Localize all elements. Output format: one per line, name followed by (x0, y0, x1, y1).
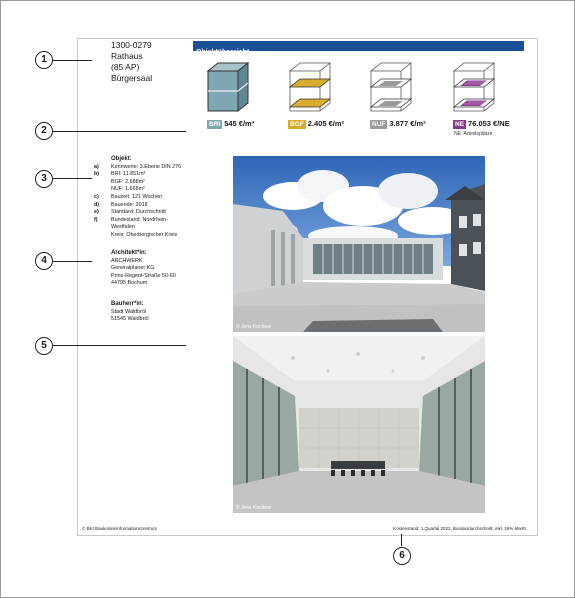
interior-photo-credit: © Jens Kirchner (236, 505, 272, 511)
row-value: BRI: 11.851m³ (111, 171, 146, 178)
exterior-photo-credit: © Jens Kirchner (236, 324, 272, 330)
object-room: Bürgersaal (111, 73, 153, 83)
row-key: d) (94, 201, 100, 208)
row-value: Bauende: 2018 (111, 201, 148, 208)
leader-1 (52, 60, 92, 61)
leader-3 (52, 178, 92, 179)
row-key: a) (94, 163, 99, 170)
callout-5: 5 (35, 337, 53, 355)
metric-nuf-value: 3.877 €/m² (389, 119, 426, 128)
metric-note: NE: Arbeitsplätze (454, 131, 493, 137)
row-value: Westfalen (111, 224, 135, 231)
row-value: Kennwerte: 3.Ebene DIN 276 (111, 163, 182, 170)
architekt-line: ARCHWERK (111, 257, 143, 264)
section-banner (193, 41, 524, 56)
exterior-photo (233, 156, 485, 332)
metric-ne (453, 119, 510, 129)
interior-photo (233, 336, 485, 513)
callout-6: 6 (393, 547, 411, 565)
row-value: BGF: 2.688m² (111, 178, 145, 185)
bauherr-heading: Bauherr*in: (111, 301, 144, 307)
metric-nuf-tag: NUF (372, 121, 386, 128)
bgf-floor-area-icon (288, 61, 332, 113)
leader-5 (52, 345, 186, 346)
banner-title: Objektübersicht (196, 49, 250, 56)
footer-cost-basis: Kostenstand: 1.Quartal 2022, Bundesdurchschnitt, inkl. 19% MwSt. (393, 526, 527, 531)
objekt-heading: Objekt: (111, 156, 132, 162)
row-key: f) (94, 216, 98, 223)
callout-2: 2 (35, 122, 53, 140)
object-code: 1300-0279 (111, 40, 152, 50)
metric-bri (207, 119, 254, 129)
row-key: e) (94, 209, 99, 216)
leader-4 (52, 261, 92, 262)
nuf-usable-area-icon (369, 61, 413, 113)
metric-bgf (288, 119, 344, 129)
object-title: Rathaus (111, 51, 143, 61)
metric-ne-value: 76.053 €/NE (468, 119, 510, 128)
architekt-info (111, 250, 176, 288)
bauherr-line: 51545 Waldbröl (111, 316, 149, 323)
footer-copyright: © BKI Baukosteninformationszentrum (82, 526, 158, 531)
callout-1: 1 (35, 51, 53, 69)
bauherr-info (111, 301, 149, 324)
row-key: b) (94, 171, 100, 178)
leader-6 (401, 534, 402, 546)
architekt-line: Prinz-Regent-Straße 50-60 (111, 272, 176, 279)
architekt-line: 44795 Bochum (111, 280, 148, 287)
callout-3: 3 (35, 170, 53, 188)
interior-photo-image (233, 336, 485, 513)
metric-bri-tag: BRI (209, 121, 221, 128)
bri-volume-icon (206, 61, 250, 113)
row-value: Bundesland: Nordrhein- (111, 216, 168, 223)
row-key: c) (94, 193, 99, 200)
row-value: Standard: Durchschnitt (111, 209, 166, 216)
architekt-line: Generalplaner KG (111, 265, 155, 272)
bauherr-line: Stadt Waldbröl (111, 308, 147, 315)
ne-workplace-icon (452, 61, 496, 113)
object-subtitle: (85 AP) (111, 62, 140, 72)
metric-bgf-value: 2.405 €/m² (307, 119, 345, 128)
exterior-photo-image (233, 156, 485, 332)
callout-4: 4 (35, 252, 53, 270)
metric-bri-value: 545 €/m³ (224, 119, 255, 128)
row-value: Kreis: Oberbergischer Kreis (111, 231, 178, 238)
metric-bgf-tag: BGF (290, 121, 304, 128)
leader-2 (52, 131, 186, 132)
row-value: NUF: 1.668m² (111, 186, 145, 193)
objekt-info (94, 156, 226, 240)
architekt-heading: Architekt*in: (111, 250, 147, 256)
metric-nuf (370, 119, 426, 129)
object-id-block (111, 40, 152, 84)
metric-ne-tag: NE (455, 121, 465, 128)
row-value: Bauzeit: 121 Wochen (111, 193, 163, 200)
